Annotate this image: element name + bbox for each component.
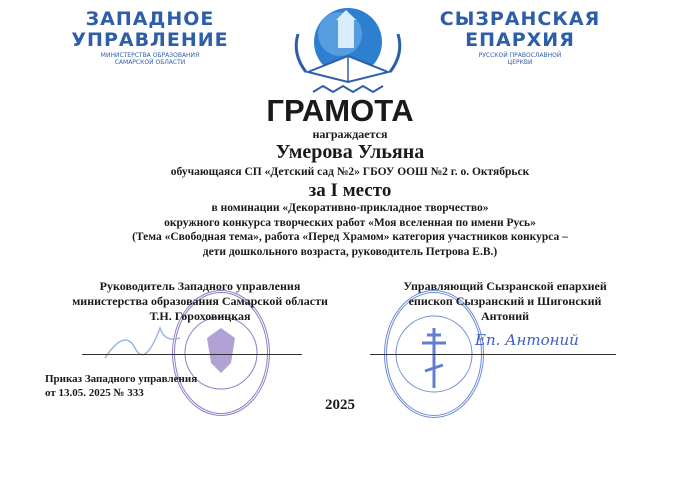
left-handwritten-signature	[95, 318, 185, 368]
award-details	[0, 201, 700, 259]
org-left-line1: ЗАПАДНОЕ	[85, 8, 215, 30]
left-signatory	[50, 279, 350, 324]
order-reference	[45, 372, 197, 400]
diocese-emblem	[268, 4, 428, 102]
certificate-title: ГРАМОТА	[266, 93, 414, 128]
right-signature-line	[370, 354, 616, 355]
org-right-line2: ЕПАРХИЯ	[465, 29, 575, 51]
detail-line: (Тема «Свободная тема», работа «Перед Храмом» категория участников конкурса –	[132, 231, 568, 243]
signatory-line: Руководитель Западного управления	[99, 279, 301, 293]
signatory-line: Управляющий Сызранской епархией	[403, 279, 607, 293]
recipient-name: Умерова Ульяна	[275, 141, 425, 163]
year: 2025	[325, 397, 355, 413]
org-right-sub2: ЦЕРКВИ	[507, 59, 533, 67]
place-award: за I место	[308, 180, 392, 201]
org-left-line2: УПРАВЛЕНИЕ	[71, 29, 229, 51]
org-left-sub1: МИНИСТЕРСТВА ОБРАЗОВАНИЯ	[100, 52, 200, 59]
right-handwritten-signature: Еп. Антоний	[475, 331, 579, 349]
order-line2: от 13.05. 2025 № 333	[45, 387, 144, 399]
org-left-sub2: САМАРСКОЙ ОБЛАСТИ	[114, 59, 186, 67]
order-line1: Приказ Западного управления	[45, 373, 198, 385]
western-department-logo-text	[60, 10, 240, 66]
detail-line: в номинации «Декоративно-прикладное творчество»	[211, 202, 489, 214]
signatory-line: министерства образования Самарской области	[72, 294, 328, 308]
signatory-line: Т.Н. Гороховицкая	[149, 309, 251, 323]
signatory-line: Антоний	[480, 309, 530, 323]
org-right-line1: СЫЗРАНСКАЯ	[439, 8, 601, 30]
syzran-diocese-logo-text	[420, 10, 620, 66]
recipient-affiliation: обучающаяся СП «Детский сад №2» ГБОУ ООШ №2 г. о. Октябрьск	[170, 166, 530, 178]
org-right-sub1: РУССКОЙ ПРАВОСЛАВНОЙ	[478, 52, 562, 59]
left-signature-line	[82, 354, 302, 355]
detail-line: окружного конкурса творческих работ «Моя вселенная по имени Русь»	[164, 216, 536, 229]
awarded-label: награждается	[312, 127, 388, 141]
right-signatory	[355, 279, 655, 324]
signatory-line: епископ Сызранский и Шигонский	[408, 294, 602, 308]
detail-line: дети дошкольного возраста, руководитель Петрова Е.В.)	[202, 245, 498, 258]
